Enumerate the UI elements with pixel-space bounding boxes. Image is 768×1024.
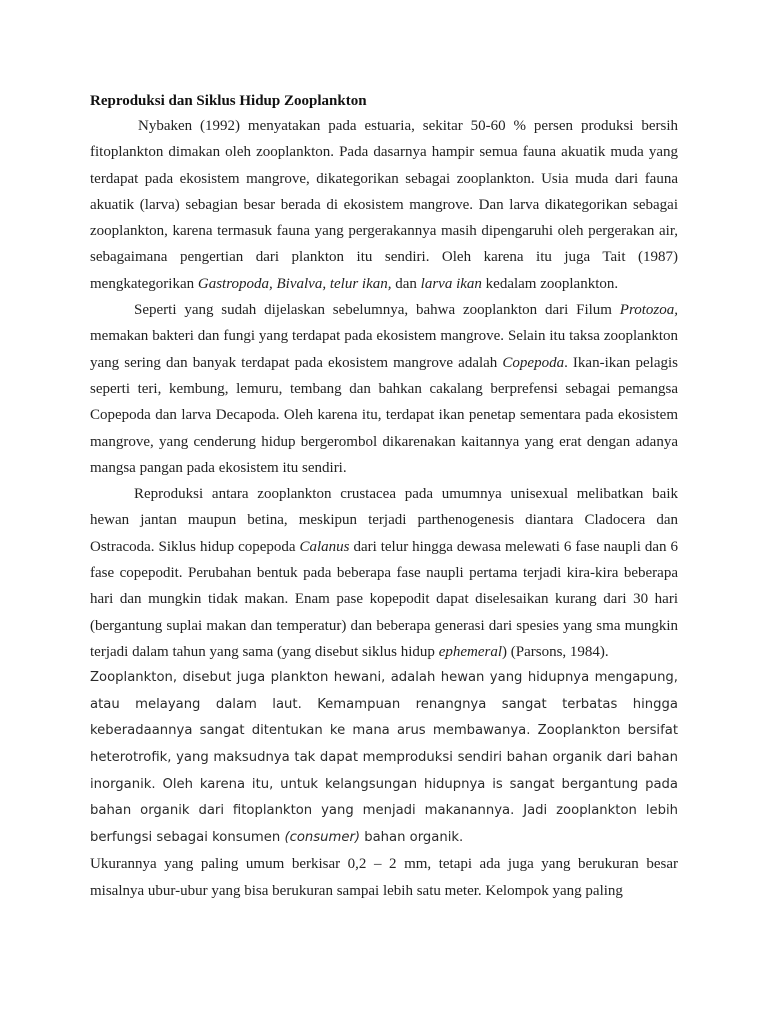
- paragraph-4-text-a: Zooplankton, disebut juga plankton hewani, adalah hewan yang hidupnya mengapung, atau melayang dalam laut. Kemampuan renangnya sangat terbatas hingga keberadaannya sangat ditentukan ke mana arus membawanya. Zooplankton bersifat heterotrofik, yang maksudnya tak dapat memproduksi sendiri bahan organik dari bahan inorganik. Oleh karena itu, untuk kelangsungan hidupnya is sangat bergantung pada bahan organik dari fitoplankton yang menjadi makanannya. Jadi zooplankton lebih berfungsi sebagai konsumen: [90, 670, 678, 845]
- paragraph-4-text-b: bahan organik.: [360, 829, 464, 845]
- section-title: Reproduksi dan Siklus Hidup Zooplankton: [90, 93, 367, 109]
- paragraph-3-text-b: dari telur hingga dewasa melewati 6 fase naupli dan 6 fase copepodit. Perubahan bentuk pada beberapa fase naupli pertama terjadi kira-kira beberapa hari dan mungkin tidak makan. Enam pase kopepodit dapat diselesaikan kurang dari 30 hari (bergantung suplai makan dan temperatur) dan beberapa generasi dari spesies yang sma mungkin terjadi dalam tahun yang sama (yang disebut siklus hidup: [90, 538, 678, 660]
- paragraph-4: [90, 665, 678, 851]
- paragraph-2-text-b: memakan bakteri dan fungi yang terdapat pada ekosistem mangrove. Selain itu taksa zooplankton yang sering dan banyak terdapat pada ekosistem mangrove adalah: [90, 328, 678, 371]
- paragraph-3: [90, 481, 678, 665]
- paragraph-3-italic-2: ephemeral: [438, 643, 502, 660]
- paragraph-1-italic-1: Gastropoda, Bivalva, telur ikan,: [197, 275, 392, 292]
- paragraph-1: [90, 113, 678, 297]
- paragraph-1-text-b: dan: [391, 275, 421, 292]
- paragraph-1-text-c: kedalam zooplankton.: [481, 275, 619, 292]
- paragraph-3-text-c: ) (Parsons, 1984).: [502, 643, 609, 660]
- paragraph-1-italic-2: larva ikan: [420, 275, 482, 292]
- paragraph-2-text-a: Seperti yang sudah dijelaskan sebelumnya, bahwa zooplankton dari Filum: [134, 302, 620, 319]
- paragraph-4-italic-1: (consumer): [284, 829, 361, 845]
- document-body: [90, 89, 678, 905]
- paragraph-3-italic-1: Calanus: [299, 538, 350, 555]
- paragraph-2: [90, 297, 678, 481]
- paragraph-2-italic-2: Copepoda: [502, 354, 565, 371]
- paragraph-2-italic-1: Protozoa,: [619, 302, 678, 319]
- paragraph-3-text-a: Reproduksi antara zooplankton crustacea pada umumnya unisexual melibatkan baik hewan jantan maupun betina, meskipun terjadi parthenogenesis diantara Cladocera dan Ostracoda. Siklus hidup copepoda: [90, 486, 678, 555]
- paragraph-5: [90, 851, 678, 905]
- paragraph-2-text-c: . Ikan-ikan pelagis seperti teri, kembung, lemuru, tembang dan bahkan cakalang berprefensi sebagai pemangsa Copepoda dan larva Decapoda. Oleh karena itu, terdapat ikan penetap sementara pada ekosistem mangrove, yang cenderung hidup bergerombol dikarenakan kaitannya yang erat dengan adanya mangsa pangan pada ekosistem itu sendiri.: [90, 354, 678, 476]
- paragraph-5-text-a: Ukurannya yang paling umum berkisar 0,2 – 2 mm, tetapi ada juga yang berukuran besar misalnya ubur-ubur yang bisa berukuran sampai lebih satu meter. Kelompok yang paling: [90, 856, 678, 900]
- paragraph-1-text-a: Nybaken (1992) menyatakan pada estuaria, sekitar 50-60 % persen produksi bersih fitoplankton dimakan oleh zooplankton. Pada dasarnya hampir semua fauna akuatik muda yang terdapat pada ekosistem mangrove, dikategorikan sebagai zooplankton. Usia muda dari fauna akuatik (larva) sebagian besar berada di ekosistem mangrove. Dan larva dikategorikan sebagai zooplankton, karena termasuk fauna yang pergerakannya masih dipengaruhi oleh pergerakan air, sebagaimana pengertian dari plankton itu sendiri. Oleh karena itu juga Tait (1987) mengkategorikan: [90, 118, 678, 292]
